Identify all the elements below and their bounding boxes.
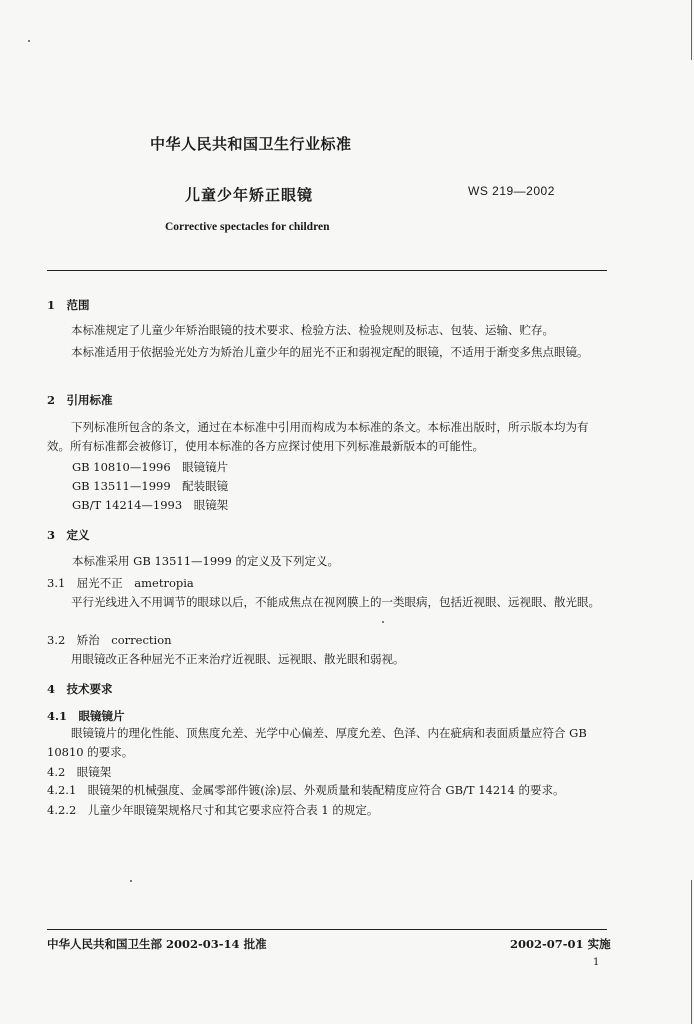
section-3-1-heading: 3.1 屈光不正 ametropia [47,576,194,590]
section-2-heading: 2 引用标准 [47,393,113,407]
effective-date: 2002-07-01 实施 [510,937,611,951]
section-4-heading: 4 技术要求 [47,682,113,696]
reference-gb-13511: GB 13511—1999 配装眼镜 [72,479,229,493]
page-number: 1 [593,957,600,968]
document-title-cn: 儿童少年矫正眼镜 [185,186,314,204]
section-4-2-1-paragraph: 4.2.1 眼镜架的机械强度、金属零部件镀(涂)层、外观质量和装配精度应符合 GB/T 14214 的要求。 [47,783,565,797]
header-divider [47,270,607,271]
scan-edge-mark [691,0,692,60]
approval-line: 中华人民共和国卫生部 2002-03-14 批准 [47,937,267,951]
section-3-2-heading: 3.2 矫治 correction [47,633,172,647]
scan-speck [382,621,384,623]
section-4-1-heading: 4.1 眼镜镜片 [47,709,125,723]
issuer-standard-heading: 中华人民共和国卫生行业标准 [150,135,352,153]
footer-divider [47,929,607,930]
section-4-1-paragraph: 眼镜镜片的理化性能、顶焦度允差、光学中心偏差、厚度允差、色泽、内在疵病和表面质量应符合 GB 10810 的要求。 [47,726,587,759]
scan-speck [28,40,30,42]
reference-gb-10810: GB 10810—1996 眼镜镜片 [72,460,229,474]
section-3-heading: 3 定义 [47,528,90,542]
section-3-1-paragraph: 平行光线进入不用调节的眼球以后，不能成焦点在视网膜上的一类眼病，包括近视眼、远视眼、散光眼。 [71,595,600,609]
section-4-2-2-paragraph: 4.2.2 儿童少年眼镜架规格尺寸和其它要求应符合表 1 的规定。 [47,803,379,817]
scan-speck [130,880,132,882]
standard-number: WS 219—2002 [468,184,555,198]
scan-edge-mark [691,880,692,1024]
section-1-heading: 1 范围 [47,298,90,312]
section-1-paragraph-1: 本标准规定了儿童少年矫治眼镜的技术要求、检验方法、检验规则及标志、包装、运输、贮存。 [71,323,554,337]
document-title-en: Corrective spectacles for children [165,221,330,233]
section-1-paragraph-2: 本标准适用于依据验光处方为矫治儿童少年的屈光不正和弱视定配的眼镜，不适用于渐变多焦点眼镜。 [71,345,589,359]
section-2-paragraph: 下列标准所包含的条文，通过在本标准中引用而构成为本标准的条文。本标准出版时，所示版本均为有效。所有标准都会被修订，使用本标准的各方应探讨使用下列标准最新版本的可能性。 [47,420,589,453]
reference-gbt-14214: GB/T 14214—1993 眼镜架 [72,498,229,512]
section-4-2-heading: 4.2 眼镜架 [47,765,112,779]
section-3-paragraph: 本标准采用 GB 13511—1999 的定义及下列定义。 [72,554,339,568]
section-3-2-paragraph: 用眼镜改正各种屈光不正来治疗近视眼、远视眼、散光眼和弱视。 [71,652,405,666]
